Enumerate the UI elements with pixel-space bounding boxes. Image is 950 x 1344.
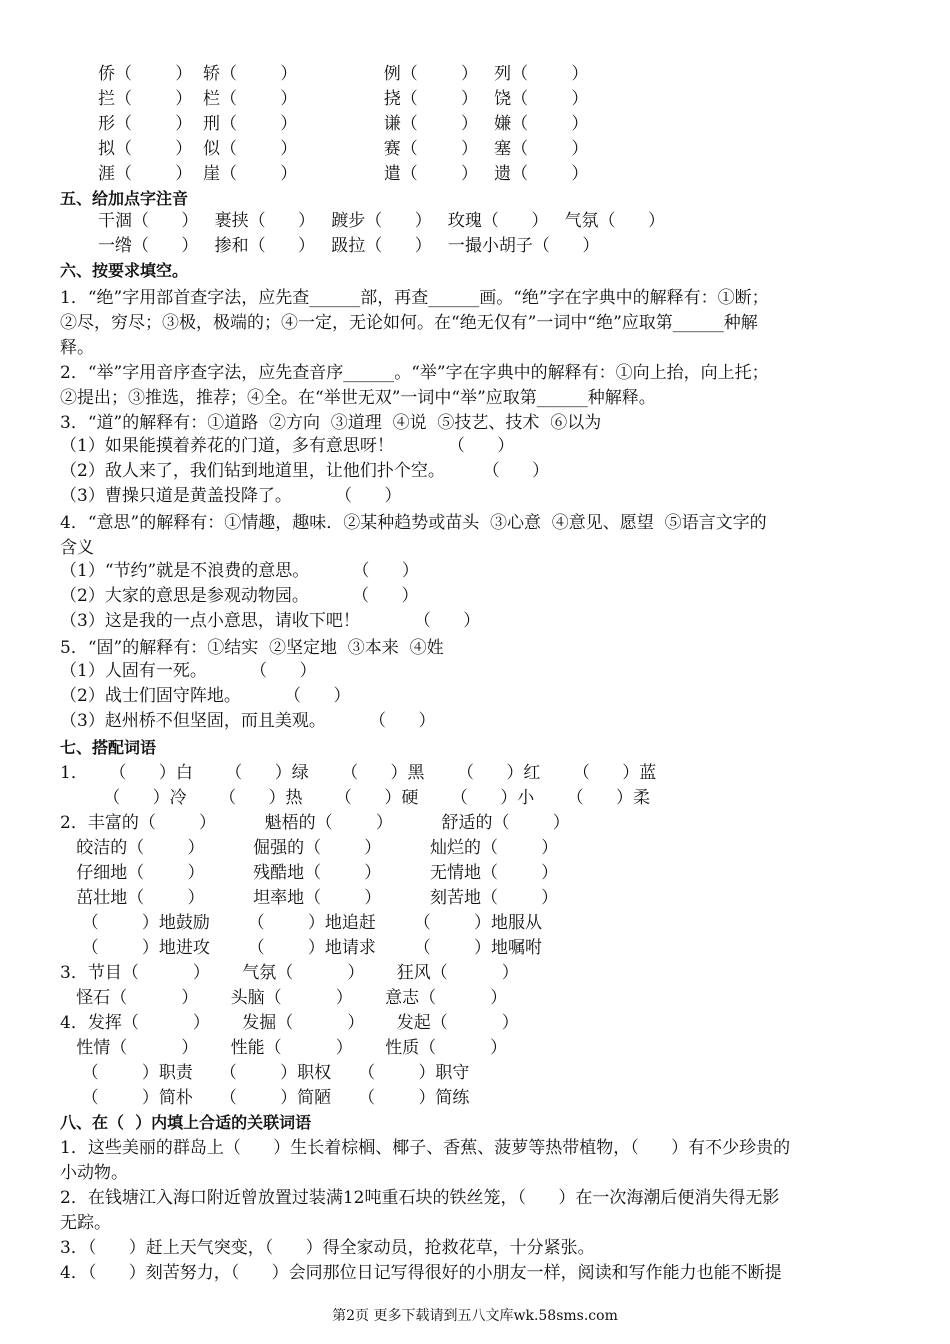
text-line: 无踪。 (60, 1213, 111, 1233)
text-line: 1．这些美丽的群岛上（ ）生长着棕榈、椰子、香蕉、菠萝等热带植物，（ ）有不少珍贵的 (60, 1138, 791, 1158)
text-line: 2．“举”字用音序查字法，应先查音序______。“举”字在字典中的解释有：①向上抬，向上托； (60, 363, 769, 383)
text-line: 小动物。 (60, 1163, 128, 1183)
text-line: 形（ ） 刑（ ） 谦（ ） 嫌（ ） (98, 114, 589, 134)
text-line: 干涸（ ） 裹挟（ ） 踱步（ ） 玫瑰（ ） 气氛（ ） (98, 211, 665, 231)
text-line: 侨（ ） 轿（ ） 例（ ） 列（ ） (98, 64, 589, 84)
text-line: （1）如果能摸着养花的门道，多有意思呀！ （ ） (60, 436, 515, 456)
text-line: （2）敌人来了，我们钻到地道里，让他们扑个空。 （ ） (60, 461, 550, 481)
text-line: 拟（ ） 似（ ） 赛（ ） 塞（ ） (98, 139, 589, 159)
text-line: （3）赵州桥不但坚固，而且美观。 （ ） (60, 711, 436, 731)
text-line: 仔细地（ ） 残酷地（ ） 无情地（ ） (60, 863, 559, 883)
text-line: （3）这是我的一点小意思，请收下吧！ （ ） (60, 611, 481, 631)
text-line: 3．“道”的解释有：①道路 ②方向 ③道理 ④说 ⑤技艺、技术 ⑥以为 (60, 413, 602, 433)
text-line: 含义 (60, 538, 94, 558)
text-line: 一绺（ ） 掺和（ ） 趿拉（ ） 一撮小胡子（ ） (98, 236, 600, 256)
text-line: 涯（ ） 崖（ ） 遣（ ） 遗（ ） (98, 164, 589, 184)
text-line: 1． （ ）白 （ ）绿 （ ）黑 （ ）红 （ ）蓝 (60, 763, 657, 783)
text-line: 怪石（ ） 头脑（ ） 意志（ ） (60, 988, 508, 1008)
text-line: 拦（ ） 栏（ ） 挠（ ） 饶（ ） (98, 89, 589, 109)
section-heading: 七、搭配词语 (60, 738, 157, 757)
text-line: 皎洁的（ ） 倔强的（ ） 灿烂的（ ） (60, 838, 559, 858)
text-line: 5．“固”的解释有：①结实 ②坚定地 ③本来 ④姓 (60, 638, 444, 658)
text-line: 2．在钱塘江入海口附近曾放置过装满12吨重石块的铁丝笼，（ ）在一次海潮后便消失得无影 (60, 1188, 780, 1208)
text-line: 4．（ ）刻苦努力，（ ）会同那位日记写得很好的小朋友一样，阅读和写作能力也能不断提 (60, 1263, 782, 1283)
section-heading: 八、在（ ）内填上合适的关联词语 (60, 1113, 312, 1132)
text-line: ②尽，穷尽；③极，极端的；④一定，无论如何。在“绝无仅有”一词中“绝”应取第______种解 (60, 313, 758, 333)
text-line: 4．发挥（ ） 发掘（ ） 发起（ ） (60, 1013, 519, 1033)
text-line: 2．丰富的（ ） 魁梧的（ ） 舒适的（ ） (60, 813, 570, 833)
section-heading: 五、给加点字注音 (60, 189, 189, 208)
text-line: （2）大家的意思是参观动物园。 （ ） (60, 586, 419, 606)
text-line: 3．（ ）赶上天气突变，（ ）得全家动员，抢救花草，十分紧张。 (60, 1238, 595, 1258)
text-line: ②提出；③推选，推荐；④全。在“举世无双”一词中“举”应取第______种解释。 (60, 388, 656, 408)
text-line: 性情（ ） 性能（ ） 性质（ ） (60, 1038, 508, 1058)
section-heading: 六、按要求填空。 (60, 261, 189, 280)
text-line: （ ）地进攻 （ ）地请求 （ ）地嘱咐 (60, 938, 542, 958)
text-line: 释。 (60, 338, 94, 358)
text-line: （ ）职责 （ ）职权 （ ）职守 (60, 1063, 470, 1083)
text-line: 1．“绝”字用部首查字法，应先查______部，再查______画。“绝”字在字典中的解释有：①断； (60, 288, 769, 308)
text-line: （3）曹操只道是黄盖投降了。 （ ） (60, 486, 402, 506)
text-line: 3．节目（ ） 气氛（ ） 狂风（ ） (60, 963, 519, 983)
text-line: （1）“节约”就是不浪费的意思。 （ ） (60, 561, 419, 581)
text-line: （2）战士们固守阵地。 （ ） (60, 686, 351, 706)
text-line: （ ）冷 （ ）热 （ ）硬 （ ）小 （ ）柔 (60, 788, 651, 808)
text-line: 茁壮地（ ） 坦率地（ ） 刻苦地（ ） (60, 888, 559, 908)
text-line: 4．“意思”的解释有：①情趣，趣味．②某种趋势或苗头 ③心意 ④意见、愿望 ⑤语言文字的 (60, 513, 767, 533)
text-line: （1）人固有一死。 （ ） (60, 661, 317, 681)
page-footer: 第2页 更多下载请到五八文库wk.58sms.com (332, 1308, 618, 1324)
text-line: （ ）地鼓励 （ ）地追赶 （ ）地服从 (60, 913, 542, 933)
text-line: （ ）简朴 （ ）简陋 （ ）简练 (60, 1088, 470, 1108)
